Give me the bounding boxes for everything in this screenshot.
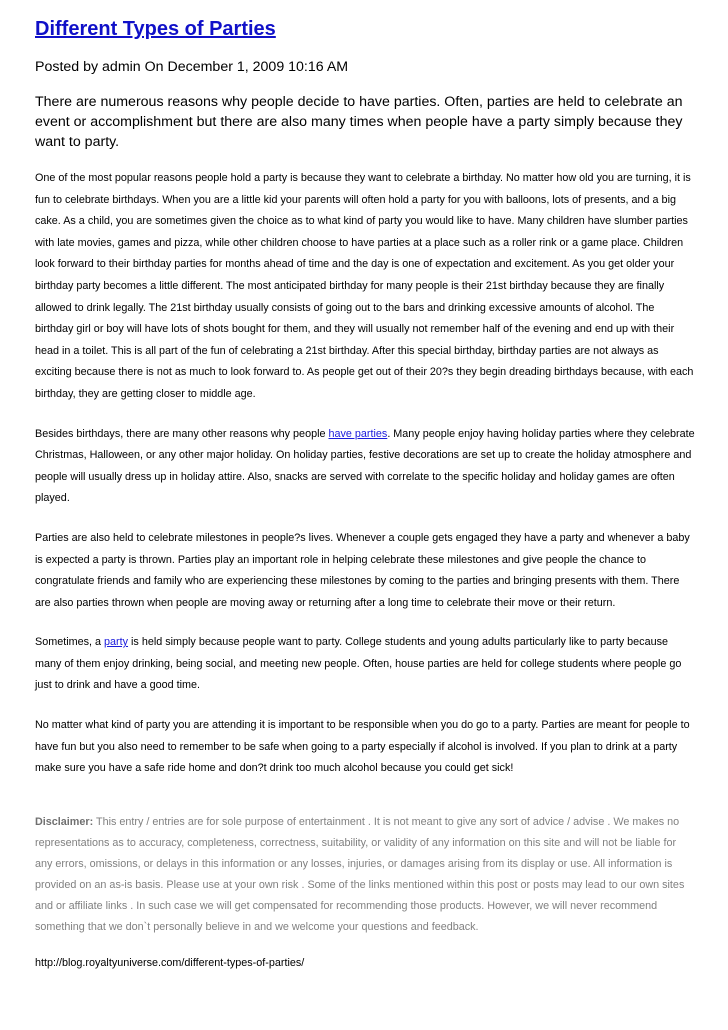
paragraph-party-for-fun — [35, 632, 695, 697]
disclaimer-text: This entry / entries are for sole purpose of entertainment . It is not meant to give any sort of advice / advise . We makes no representations as to accuracy, completeness, correctness, suitability, or validity of any information on this site and will not be liable for any errors, omissions, or delays in this information or any losses, injuries, or damages arising from its display or use. All information is provided on an as-is basis. Please use at your own risk . Some of the links mentioned within this post or posts may lead to our own sites and or affiliate links . In such case we will get compensated for recommending those products. However, we will never recommend something that we don`t personally believe in and we welcome your questions and feedback. — [35, 815, 685, 933]
have-parties-link[interactable]: have parties — [328, 427, 388, 440]
article-title[interactable]: Different Types of Parties — [35, 18, 276, 40]
disclaimer-label: Disclaimer: — [35, 815, 94, 828]
paragraph-text: Sometimes, a — [35, 636, 105, 649]
paragraph-holidays — [35, 424, 695, 510]
paragraph-text: is held simply because people want to party. College students and young adults particularly like to party because many of them enjoy drinking, being social, and meeting new people. Often, house parties are held for college students where people go just to drink and have a good time. — [35, 636, 682, 692]
paragraph-text: . Many people enjoy having holiday parties where they celebrate Christmas, Halloween, or any other major holiday. On holiday parties, festive decorations are set up to create the holiday atmosphere and people will usually dress up in holiday attire. Also, snacks are served with correlate to the specific holiday and holiday games are often played. — [35, 427, 695, 505]
post-meta: Posted by admin On December 1, 2009 10:16 AM — [35, 59, 349, 75]
paragraph-text: Besides birthdays, there are many other reasons why people — [35, 427, 329, 440]
party-link[interactable]: party — [104, 636, 129, 649]
paragraph-milestones: Parties are also held to celebrate milestones in people?s lives. Whenever a couple gets engaged they have a party and whenever a baby is expected a party is thrown. Parties play an important role in helping celebrate these milestones and give people the chance to congratulate friends and family who are experiencing these milestones by coming to the parties and bringing presents with them. There are also parties thrown when people are moving away or returning after a long time to celebrate their move or their return. — [35, 531, 690, 609]
paragraph-responsibility: No matter what kind of party you are attending it is important to be responsible when you do go to a party. Parties are meant for people to have fun but you also need to remember to be safe when going to a party especially if alcohol is involved. If you plan to drink at a party make sure you have a safe ride home and don?t drink too much alcohol because you could get sick! — [35, 719, 690, 775]
lead-paragraph: There are numerous reasons why people decide to have parties. Often, parties are held to celebrate an event or accomplishment but there are also many times when people have a party simply because they want to party. — [35, 94, 683, 150]
document-page — [35, 14, 695, 973]
disclaimer — [35, 812, 695, 938]
source-url: http://blog.royaltyuniverse.com/different-types-of-parties/ — [35, 956, 305, 969]
paragraph-birthdays: One of the most popular reasons people hold a party is because they want to celebrate a birthday. No matter how old you are turning, it is fun to celebrate birthdays. When you are a little kid your parents will often hold a party for you with balloons, lots of presents, and a big cake. As a child, you are sometimes given the choice as to what kind of party you would like to have. Many children have slumber parties with late movies, games and pizza, while other children choose to have parties at a place such as a roller rink or a game place. Children look forward to their birthday parties for months ahead of time and the day is one of expectation and excitement. As you get older your birthday party becomes a little different. The most anticipated birthday for many people is their 21st birthday because they are finally allowed to drink legally. The 21st birthday usually consists of going out to the bars and drinking excessive amounts of alcohol. The birthday girl or boy will have lots of shots bought for them, and they will usually not remember half of the evening and end up with their head in a toilet. This is all part of the fun of celebrating a 21st birthday. After this special birthday, birthday parties are not always as exciting because there is not as much to look forward to. As people get out of their 20?s they begin dreading birthdays because, with each birthday, they are getting closer to middle age. — [35, 172, 694, 400]
